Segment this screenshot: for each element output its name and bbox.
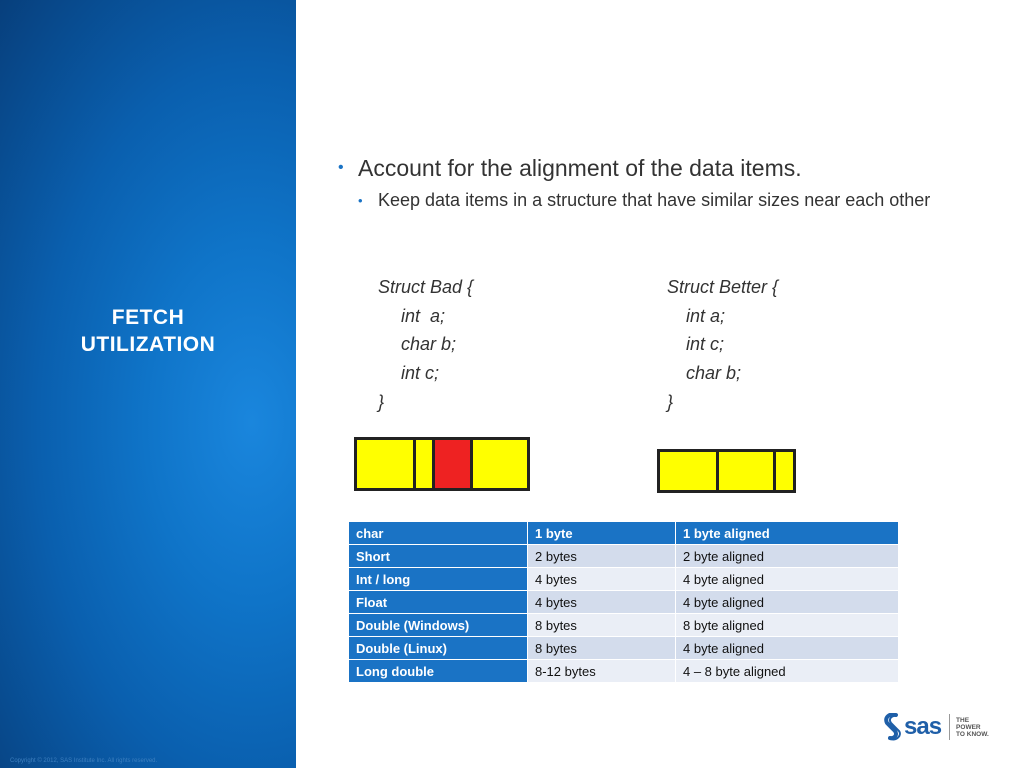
code-line: int a;	[401, 305, 446, 326]
type-size-table	[348, 521, 899, 683]
memory-block-char-b	[416, 440, 435, 488]
bullet-list	[336, 152, 956, 215]
code-line: char b;	[401, 334, 457, 355]
table-cell: 2 byte aligned	[676, 545, 899, 568]
memory-block-int-c	[719, 452, 776, 490]
tagline-line: THE	[956, 716, 970, 724]
copyright-text: Copyright © 2012, SAS Institute Inc. All rights reserved.	[10, 758, 158, 764]
table-header-row	[349, 522, 899, 545]
sub-bullet: • Keep data items in a structure that have similar sizes near each other	[356, 186, 956, 215]
slide-title-line-2: UTILIZATION	[80, 333, 216, 356]
memory-block-char-b	[776, 452, 793, 490]
code-line: int c;	[686, 334, 725, 355]
table-cell: 4 byte aligned	[676, 568, 899, 591]
slide-title	[0, 304, 296, 358]
table-cell: 4 byte aligned	[676, 637, 899, 660]
tagline-line: TO KNOW.	[956, 730, 989, 738]
table-cell: 4 – 8 byte aligned	[676, 660, 899, 683]
logo-brand-text: sas	[904, 713, 942, 740]
logo-divider	[949, 714, 950, 740]
memory-block-int-a	[357, 440, 416, 488]
table-cell: Int / long	[349, 568, 528, 591]
code-line: char b;	[686, 363, 742, 384]
memory-block-padding	[435, 440, 473, 488]
code-line: int a;	[686, 305, 726, 326]
table-row	[349, 660, 899, 683]
table-cell: Float	[349, 591, 528, 614]
table-cell: Double (Linux)	[349, 637, 528, 660]
sas-logo	[882, 713, 989, 741]
code-line: int c;	[401, 363, 440, 384]
table-cell: 8-12 bytes	[528, 660, 676, 683]
table-cell: 1 byte	[528, 522, 676, 545]
table-row	[349, 591, 899, 614]
logo-tagline	[956, 717, 989, 738]
sas-s-icon	[882, 713, 904, 741]
struct-better-code	[667, 273, 778, 417]
table-cell: 2 bytes	[528, 545, 676, 568]
memory-block-int-c	[473, 440, 527, 488]
tagline-line: POWER	[956, 723, 981, 731]
table-cell: Long double	[349, 660, 528, 683]
table-cell: 8 bytes	[528, 637, 676, 660]
table-cell: 4 bytes	[528, 591, 676, 614]
sidebar-panel	[0, 0, 296, 768]
table-row	[349, 637, 899, 660]
table-cell: Short	[349, 545, 528, 568]
table-cell: 4 byte aligned	[676, 591, 899, 614]
memory-block-int-a	[660, 452, 719, 490]
code-line: Struct Bad {	[378, 277, 474, 297]
struct-bad-code	[378, 273, 473, 417]
code-line: }	[667, 391, 674, 412]
table-cell: 4 bytes	[528, 568, 676, 591]
bad-memory-layout	[354, 437, 530, 491]
table-row	[349, 614, 899, 637]
better-memory-layout	[657, 449, 796, 493]
table-cell: char	[349, 522, 528, 545]
table-cell: 8 bytes	[528, 614, 676, 637]
table-cell: Double (Windows)	[349, 614, 528, 637]
code-line: }	[378, 391, 385, 412]
table-row	[349, 545, 899, 568]
table-row	[349, 568, 899, 591]
table-cell: 1 byte aligned	[676, 522, 899, 545]
table-cell: 8 byte aligned	[676, 614, 899, 637]
main-bullet: • Account for the alignment of the data items.	[336, 152, 956, 184]
code-line: Struct Better {	[667, 277, 779, 297]
slide-title-line-1: FETCH	[111, 306, 185, 329]
